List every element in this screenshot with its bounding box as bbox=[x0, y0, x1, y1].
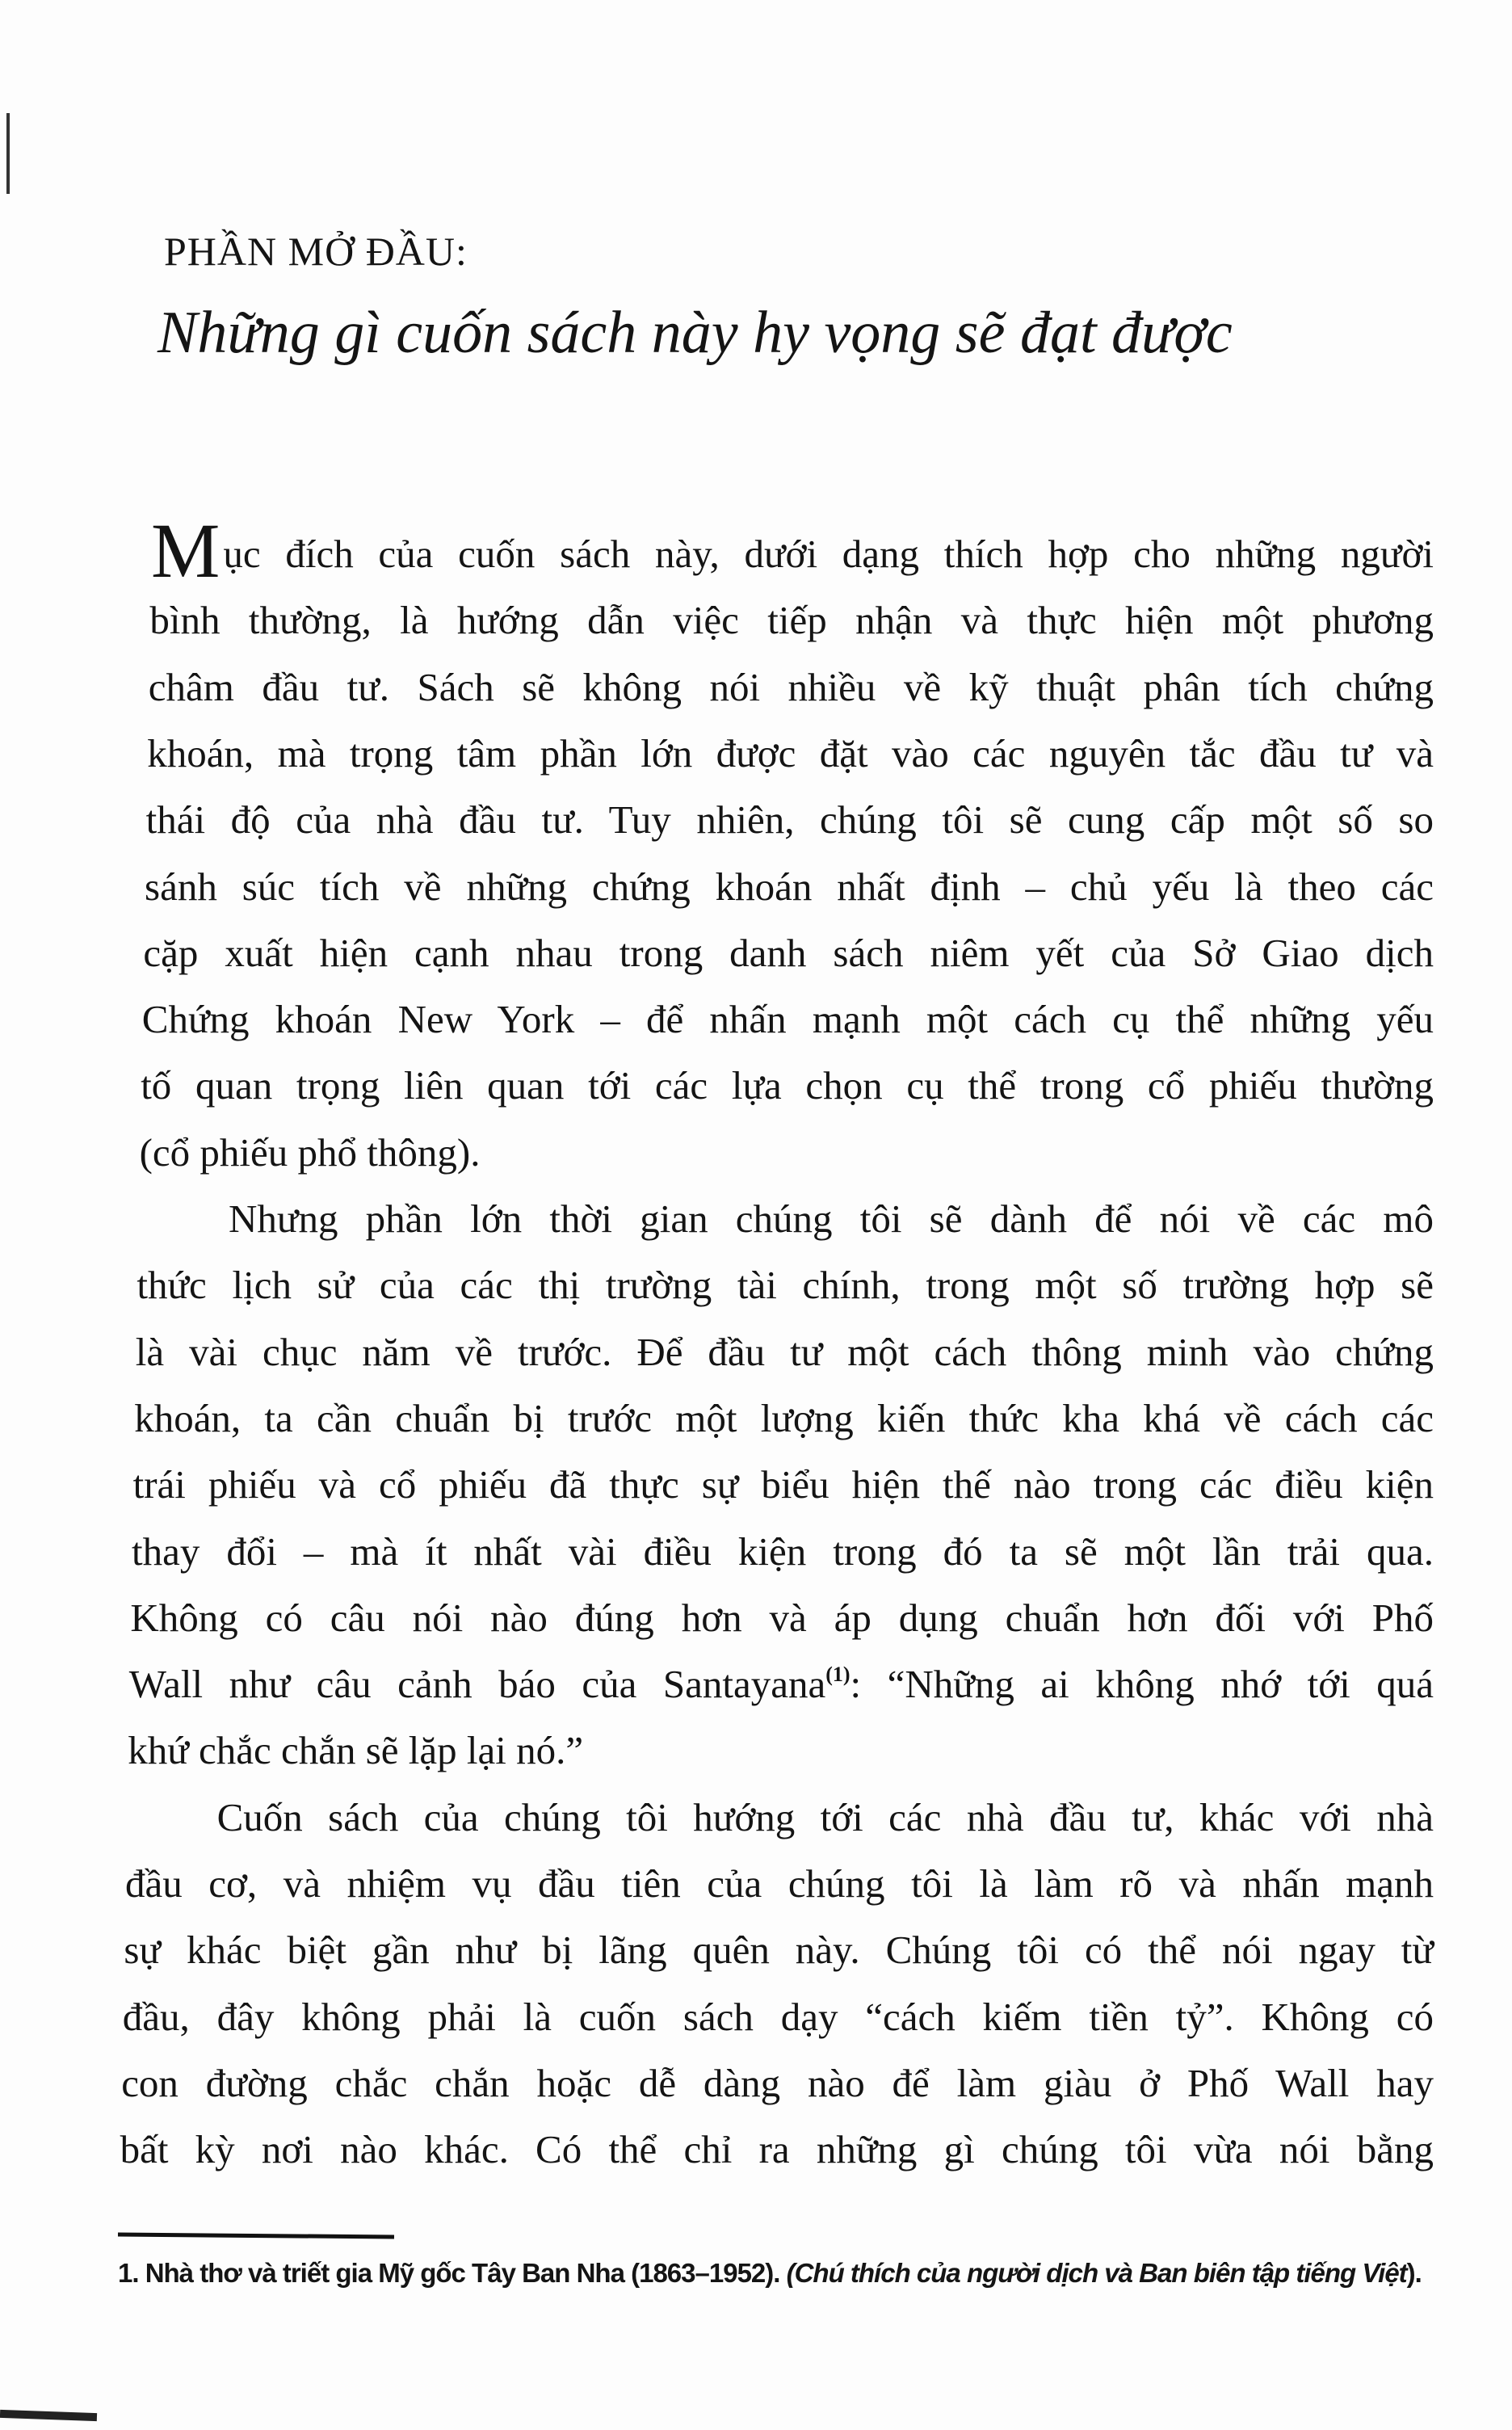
line-text: tố quan trọng liên quan tới các lựa chọn cụ thể trong cổ phiếu thường bbox=[141, 1063, 1434, 1108]
footnote-end: ). bbox=[1406, 2258, 1422, 2288]
text-line bbox=[130, 1585, 1434, 1651]
text-line bbox=[134, 1385, 1434, 1452]
text-line bbox=[121, 2050, 1434, 2117]
line-text: Nhưng phần lớn thời gian chúng tôi sẽ dành để nói về các mô bbox=[229, 1196, 1434, 1241]
line-text: Wall như câu cảnh báo của Santayana bbox=[128, 1662, 826, 1707]
line-text: châm đầu tư. Sách sẽ không nói nhiều về kỹ thuật phân tích chứng bbox=[148, 664, 1434, 709]
line-text: con đường chắc chắn hoặc dễ dàng nào để làm giàu ở Phố Wall hay bbox=[121, 2060, 1434, 2105]
drop-cap: M bbox=[151, 507, 220, 594]
line-text: sự khác biệt gần như bị lãng quên này. Chúng tôi có thể nói ngay từ bbox=[124, 1928, 1434, 1973]
text-line bbox=[132, 1519, 1434, 1585]
line-text: bình thường, là hướng dẫn việc tiếp nhận và thực hiện một phương bbox=[149, 598, 1434, 643]
line-text: đầu, đây không phải là cuốn sách dạy “cách kiếm tiền tỷ”. Không có bbox=[122, 1994, 1434, 2039]
text-line bbox=[140, 1120, 1434, 1186]
text-line bbox=[136, 1319, 1434, 1385]
line-text: Chứng khoán New York – để nhấn mạnh một cách cụ thể những yếu bbox=[141, 997, 1434, 1042]
text-line bbox=[129, 1651, 1434, 1717]
footnote-rule bbox=[118, 2233, 394, 2239]
line-text-after: : “Những ai không nhớ tới quá bbox=[850, 1662, 1434, 1707]
line-text: thức lịch sử của các thị trường tài chính, trong một số trường hợp sẽ bbox=[136, 1263, 1434, 1308]
line-text: trái phiếu và cổ phiếu đã thực sự biểu hiện thế nào trong các điều kiện bbox=[132, 1462, 1434, 1507]
line-text: khoán, ta cần chuẩn bị trước một lượng kiến thức kha khá về cách các bbox=[134, 1395, 1434, 1440]
footnote-note: (Chú thích của người dịch và Ban biên tập tiếng Việt bbox=[786, 2258, 1407, 2288]
text-line bbox=[124, 1917, 1434, 1983]
line-text: khứ chắc chắn sẽ lặp lại nó.” bbox=[128, 1728, 584, 1773]
section-heading: PHẦN MỞ ĐẦU: bbox=[164, 229, 468, 274]
line-text: thái độ của nhà đầu tư. Tuy nhiên, chúng tôi sẽ cung cấp một số so bbox=[145, 797, 1434, 843]
text-line bbox=[123, 1984, 1434, 2050]
text-line bbox=[147, 721, 1434, 787]
line-text: ục đích của cuốn sách này, dưới dạng thích hợp cho những người bbox=[223, 532, 1434, 576]
text-line bbox=[229, 1186, 1434, 1252]
line-text: đầu cơ, và nhiệm vụ đầu tiên của chúng tôi là làm rõ và nhấn mạnh bbox=[125, 1861, 1434, 1906]
text-line bbox=[128, 1717, 1434, 1784]
footnote bbox=[118, 2254, 1434, 2293]
text-line bbox=[146, 787, 1434, 853]
line-text: cặp xuất hiện cạnh nhau trong danh sách niêm yết của Sở Giao dịch bbox=[143, 930, 1434, 975]
footnote-text: 1. Nhà thơ và triết gia Mỹ gốc Tây Ban Nha (1863–1952). bbox=[118, 2258, 787, 2288]
line-text: sánh súc tích về những chứng khoán nhất định – chủ yếu là theo các bbox=[145, 864, 1434, 909]
text-line bbox=[136, 1252, 1434, 1318]
footnote-reference: (1) bbox=[825, 1663, 850, 1687]
line-text: là vài chục năm về trước. Để đầu tư một cách thông minh vào chứng bbox=[135, 1329, 1434, 1374]
section-subtitle: Những gì cuốn sách này hy vọng sẽ đạt được bbox=[158, 300, 1233, 366]
text-line bbox=[143, 920, 1434, 986]
text-line bbox=[125, 1851, 1434, 1917]
scan-edge-mark bbox=[6, 113, 10, 194]
text-line bbox=[133, 1452, 1434, 1518]
text-line bbox=[120, 2117, 1434, 2183]
line-text: khoán, mà trọng tâm phần lớn được đặt vào các nguyên tắc đầu tư và bbox=[147, 730, 1434, 776]
line-text: Không có câu nói nào đúng hơn và áp dụng chuẩn hơn đối với Phố bbox=[130, 1595, 1434, 1640]
line-text: Cuốn sách của chúng tôi hướng tới các nhà đầu tư, khác với nhà bbox=[216, 1794, 1434, 1839]
text-line bbox=[149, 587, 1434, 654]
text-line bbox=[151, 507, 1434, 594]
line-text: (cổ phiếu phổ thông). bbox=[139, 1129, 481, 1175]
text-line bbox=[142, 986, 1434, 1053]
scan-edge-mark-bottom bbox=[0, 2410, 97, 2421]
line-text: thay đổi – mà ít nhất vài điều kiện trong đó ta sẽ một lần trải qua. bbox=[132, 1528, 1434, 1574]
text-line bbox=[217, 1785, 1434, 1851]
text-line bbox=[149, 654, 1434, 721]
text-line bbox=[145, 854, 1434, 920]
text-line bbox=[141, 1053, 1434, 1119]
line-text: bất kỳ nơi nào khác. Có thể chỉ ra những gì chúng tôi vừa nói bằng bbox=[120, 2127, 1434, 2172]
